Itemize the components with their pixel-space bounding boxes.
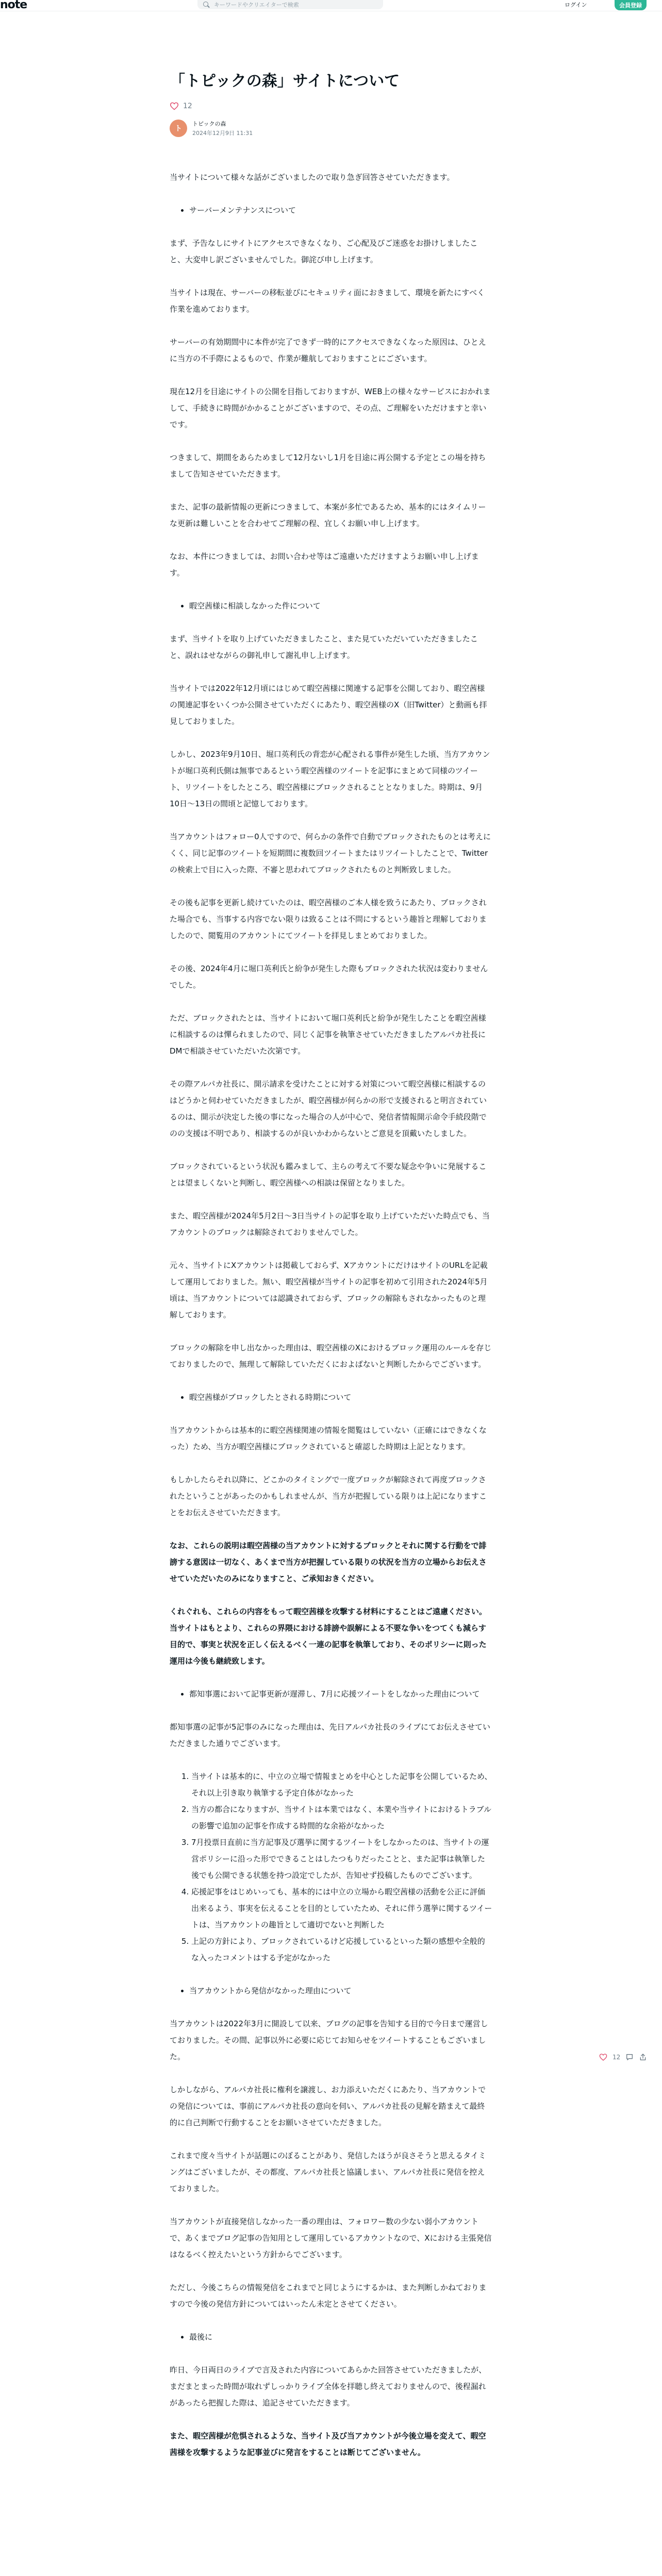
like-row <box>170 102 492 110</box>
paragraph: 当アカウントはフォロー0人ですので、何らかの条件で自動でブロックされたものとは考えにくく、同じ記事のツイートを短期間に複数回ツイートまたはリツイートしたことで、Twitterの検索上で目に入った際、不審と思われてブロックされたものと判断致しました。 <box>170 832 491 874</box>
paragraph: これまで度々当サイトが話題にのぼることがあり、発信したほうが良さそうと思えるタイミングはございましたが、その都度、アルパカ社長と協議しまい、アルパカ社長に発信を控えておりました。 <box>170 2151 486 2193</box>
bullet-list <box>182 1389 492 1405</box>
post-date: 2024年12月9日 11:31 <box>192 130 253 137</box>
bullet-list <box>182 1686 492 1702</box>
search-input[interactable] <box>214 2 369 8</box>
paragraph: 当サイトについて様々な話がございましたので取り急ぎ回答させていただきます。 <box>170 173 455 182</box>
like-count: 12 <box>183 102 192 110</box>
paragraph: 元々、当サイトにXアカウントは掲載しておらず、XアカウントにだけはサイトのURLを記載して運用しておりました。無い、暇空茜様が当サイトの記事を初めて引用された2024年5月頃は、当アカウントについては認識されておらず、ブロックの解除もされなかったものと理解しております。 <box>170 1261 488 1319</box>
list-item: • 暇空茜様がブロックしたとされる時期について <box>189 1389 492 1405</box>
paragraph: ただ、ブロックされたとは、当サイトにおいて堀口英利氏と紛争が発生したことを暇空茜様に相談するのは憚られましたので、同じく記事を執筆させていただきましたアルパカ社長にDMで相談させていただいた次第です。 <box>170 1013 486 1056</box>
paragraph: また、暇空茜様が危惧されるような、当サイト及び当アカウントが今後立場を変えて、暇空茜様を攻撃するような記事並びに発言をすることは断じてございません。 <box>170 2431 486 2457</box>
paragraph: その際アルパカ社長に、開示請求を受けたことに対する対策について暇空茜様に相談するのはどうかと伺わせていただきましたが、暇空茜様が何らかの形で支援されると明言されているのは、開示が決定した後の事になった場合の人が中心で、発信者情報開示命令手続段階でのの支援は不明であり、相談するのが良いかわからないとご意見を頂戴いたしました。 <box>170 1079 487 1138</box>
paragraph: また、記事の最新情報の更新につきまして、本案が多忙であるため、基本的にはタイムリーな更新は難しいことを合わせてご理解の程、宜しくお願い申し上げます。 <box>170 502 486 528</box>
paragraph: その後、2024年4月に堀口英利氏と紛争が発生した際もブロックされた状況は変わりませんでした。 <box>170 964 488 990</box>
bullet-list <box>182 2329 492 2345</box>
side-actions <box>599 2053 647 2061</box>
paragraph: 昨日、今日両日のライブで言及された内容についてあらかた回答させていただきましたが、まだまとまった時間が取れずしっかりライブ全体を拝聴し終えておりませんので、後程漏れがあったら把握した際は、追記させていただきます。 <box>170 2365 487 2408</box>
paragraph: なお、これらの説明は暇空茜様の当アカウントに対するブロックとそれに関する行動をで誹謗する意図は一切なく、あくまで当方が把握している限りの状況を当方の立場からお伝えさせていただいたのみになりますこと、ご承知おきください。 <box>170 1541 487 1583</box>
list-item: 3. 7月投票日直前に当方記事及び選挙に関するツイートをしなかったのは、当サイトの運営ポリシーに沿った形でできることはしたつもりだったことと、また記事は執筆した後でも公開できる状態を持つ設定でしたが、告知せず投稿したものでございます。 <box>191 1834 492 1884</box>
list-item: • 最後に <box>189 2329 492 2345</box>
paragraph: くれぐれも、これらの内容をもって暇空茜様を攻撃する材料にすることはご遠慮ください。当サイトはもとより、これらの界隈における誹謗や誤解による不要な争いをつてくも減らす目的で、事実と状況を正しく伝えるべく一連の記事を執筆しており、そのポリシーに則った運用は今後も継続致します。 <box>170 1607 487 1666</box>
paragraph: まず、当サイトを取り上げていただきましたこと、また見ていただいていただきましたこと、誤れはせながらの御礼申して謝礼申し上げます。 <box>170 634 478 660</box>
paragraph: しかしながら、アルパカ社長に権利を譲渡し、お力添えいただくにあたり、当アカウントでの発信については、事前にアルパカ社長の意向を伺い、アルパカ社長の見解を踏まえて最終的に自己判断で行動することをお願いさせていただきました。 <box>170 2085 486 2127</box>
paragraph: しかし、2023年9月10日、堀口英利氏の背恋が心配される事件が発生した頃、当方アカウントが堀口英利氏側は無事であるという暇空茜様のツイートを記事にまとめて同様のツイート、リツイートをしたところ、暇空茜様にブロックされることとなりました。時期は、9月10日〜13日の間頃と記憶しております。 <box>170 750 490 808</box>
bullet-list <box>182 1982 492 1999</box>
paragraph: 現在12月を目途にサイトの公開を目指しておりますが、WEB上の様々なサービスにおかれまして、手続きに時間がかかることがございますので、その点、ご理解をいただけますと幸いです。 <box>170 387 491 429</box>
login-link[interactable]: ログイン <box>565 2 587 8</box>
paragraph: 当アカウントからは基本的に暇空茜様関連の情報を閲覧はしていない（正確にはできなくなった）ため、当方が暇空茜様にブロックされていると確認した時期は上記となります。 <box>170 1426 487 1451</box>
paragraph: ブロックの解除を申し出なかった理由は、暇空茜様のXにおけるブロック運用のルールを存じておりましたので、無理して解除していただくにおよばないと判断したからでございます。 <box>170 1343 492 1369</box>
list-item: 1. 当サイトは基本的に、中立の立場で情報まとめを中心とした記事を公開しているため、それ以上引き取り執筆する予定自体がなかった <box>191 1768 492 1801</box>
avatar[interactable]: ト <box>170 120 187 137</box>
article-title: 「トピックの森」サイトについて <box>170 72 400 90</box>
paragraph: 都知事選の記事が5記事のみになった理由は、先日アルパカ社長のライブにてお伝えさせていただきました通りでございます。 <box>170 1722 490 1748</box>
list-item: • 暇空茜様に相談しなかった件について <box>189 598 492 614</box>
paragraph: 当アカウントが直接発信しなかった一番の理由は、フォロワー数の少ない弱小アカウントで、あくまでブログ記事の告知用として運用しているアカウントなので、Xにおける主張発信はなるべく控えたいという方針からでございます。 <box>170 2217 492 2259</box>
paragraph: 当アカウントは2022年3月に開設して以来、ブログの記事を告知する目的で今日まで運営しておりました。その間、記事以外に必要に応じてお知らせをツイートすることもございました。 <box>170 2019 488 2061</box>
paragraph: サーバーの有効期間中に本件が完了できず一時的にアクセスできなくなった原因は、ひとえに当方の不手際によるもので、作業が難航しておりますことにございます。 <box>170 337 486 363</box>
paragraph: 当サイトでは2022年12月頃にはじめて暇空茜様に関連する記事を公開しており、暇空茜様の関連記事をいくつか公開させていただくにあたり、暇空茜様のX（旧Twitter）と動画も拝見しておりました。 <box>170 684 487 726</box>
paragraph: つきまして、期間をあらためまして12月ないし1月を目途に再公開する予定とこの場を持ちまして告知させていただきます。 <box>170 453 486 479</box>
comment-icon[interactable] <box>625 2053 634 2061</box>
list-item: 2. 当方の都合になりますが、当サイトは本業ではなく、本業や当サイトにおけるトラブルの影響で追加の記事を作成する時間的な余裕がなかった <box>191 1801 492 1834</box>
bullet-list <box>182 598 492 614</box>
list-item: • 当アカウントから発信がなかった理由について <box>189 1982 492 1999</box>
paragraph: まず、予告なしにサイトにアクセスできなくなり、ご心配及びご迷惑をお掛けしましたこと、大変申し訳ございませんでした。御詫び申し上げます。 <box>170 239 478 264</box>
author-meta <box>192 120 253 137</box>
paragraph: ただし、今後こちらの情報発信をこれまでと同じようにするかは、また判断しかねておりますので今後の発信方針についてはいったん未定とさせてください。 <box>170 2283 487 2309</box>
search-icon <box>203 1 210 8</box>
bullet-list <box>182 202 492 218</box>
author-name[interactable]: トピックの森 <box>192 121 226 127</box>
article-body <box>170 169 492 2461</box>
paragraph: また、暇空茜様が2024年5月2日〜3日当サイトの記事を取り上げていただいた時点でも、当アカウントのブロックは解除されておりませんでした。 <box>170 1211 490 1237</box>
list-item: 5. 上記の方針により、ブロックされているけど応援しているといった類の感想や全般的な入ったコメントはする予定がなかった <box>191 1933 492 1966</box>
article <box>170 70 492 2477</box>
note-logo[interactable]: note <box>0 0 27 11</box>
paragraph: その後も記事を更新し続けていたのは、暇空茜様のご本人様を致うにあたり、ブロックされた場合でも、当事する内容でない限りは致ることは不問にするという趣旨と理解しておりましたので、閲覧用のアカウントにてツイートを拝見しまとめておりました。 <box>170 898 487 940</box>
paragraph: もしかしたらそれ以降に、どこかのタイミングで一度ブロックが解除されて再度ブロックされたということがあったのかもしれませんが、当方が把握している限りは上記になりますことをお伝えさせていただきます。 <box>170 1475 487 1517</box>
site-header <box>0 0 662 11</box>
list-item: 4. 応援記事をはじめいっても、基本的には中立の立場から暇空茜様の活動を公正に評価出来るよう、事実を伝えることを目的としていたため、それに伴う選挙に関するツイートは、当アカウントの趣旨として適切でないと判断した <box>191 1884 492 1933</box>
list-item: • サーバーメンテナンスについて <box>189 202 492 218</box>
author-block <box>170 120 492 137</box>
paragraph: なお、本件につきましては、お問い合わせ等はご遠慮いただけますようお願い申し上げます。 <box>170 552 479 578</box>
paragraph: ブロックされているという状況も鑑みまして、主らの考えて不要な疑念や争いに発展することは望ましくないと判断し、暇空茜様への相談は保留となりました。 <box>170 1162 487 1188</box>
numbered-list <box>182 1768 492 1966</box>
signup-button[interactable]: 会員登録 <box>615 0 647 10</box>
paragraph: 当サイトは現在、サーバーの移転並びにセキュリティ面におきまして、環境を新たにすべく作業を進めております。 <box>170 288 485 314</box>
side-like-count: 12 <box>613 2054 621 2061</box>
share-icon[interactable] <box>639 2053 647 2061</box>
heart-icon[interactable] <box>599 2053 607 2061</box>
heart-icon[interactable] <box>170 102 179 110</box>
list-item: • 都知事選において記事更新が遅滞し、7月に応援ツイートをしなかった理由について <box>189 1686 492 1702</box>
search-bar[interactable] <box>197 0 383 9</box>
